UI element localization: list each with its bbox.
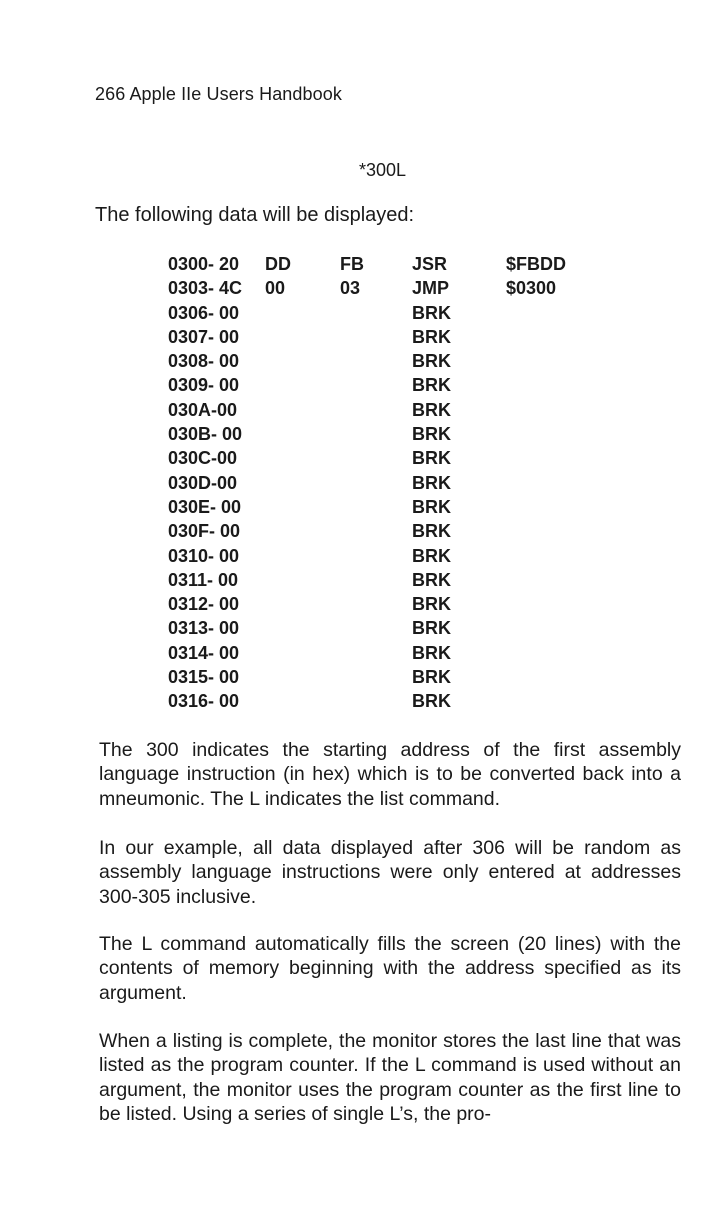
- running-head: 266 Apple IIe Users Handbook: [95, 84, 342, 104]
- listing-address: 0313- 00: [168, 618, 240, 639]
- listing-opcode: JMP: [412, 278, 450, 299]
- listing-address: 0314- 00: [168, 642, 240, 663]
- listing-opcode: BRK: [412, 326, 451, 347]
- listing-opcode: BRK: [412, 691, 451, 712]
- listing-opcode: BRK: [412, 594, 451, 615]
- listing-row: [168, 570, 628, 594]
- listing-opcode: JSR: [412, 254, 448, 274]
- listing-address: 030E- 00: [168, 496, 242, 517]
- listing-row: [168, 448, 628, 472]
- listing-address: 030D-00: [168, 472, 238, 493]
- listing-row: [168, 303, 628, 327]
- listing-address: 0316- 00: [168, 691, 240, 712]
- listing-row: [168, 351, 628, 375]
- listing-address: 030F- 00: [168, 521, 241, 542]
- listing-row: [168, 327, 628, 351]
- listing-byte-2: 00: [265, 278, 286, 299]
- listing-operand: $0300: [506, 278, 557, 299]
- listing-address: 030B- 00: [168, 424, 243, 445]
- disassembly-listing: [168, 254, 628, 716]
- listing-row: [168, 691, 628, 715]
- paragraph-3: The L command automatically fills the screen (20 lines) with the contents of memory beginning with the address specified as its argument.: [99, 933, 681, 1004]
- listing-address: 0308- 00: [168, 351, 240, 372]
- listing-opcode: BRK: [412, 351, 451, 372]
- listing-opcode: BRK: [412, 642, 451, 663]
- listing-opcode: BRK: [412, 569, 451, 590]
- listing-address: 0310- 00: [168, 545, 240, 566]
- listing-opcode: BRK: [412, 399, 451, 420]
- intro-line: The following data will be displayed:: [95, 204, 415, 226]
- listing-address: 030A-00: [168, 399, 238, 420]
- listing-row: [168, 473, 628, 497]
- listing-opcode: BRK: [412, 448, 451, 469]
- listing-operand: $FBDD: [506, 254, 567, 274]
- listing-address: 0303- 4C: [168, 278, 243, 299]
- listing-opcode: BRK: [412, 375, 451, 396]
- listing-opcode: BRK: [412, 545, 451, 566]
- listing-opcode: BRK: [412, 618, 451, 639]
- listing-row: [168, 618, 628, 642]
- listing-byte-3: 03: [340, 278, 361, 299]
- listing-row: [168, 497, 628, 521]
- listing-opcode: BRK: [412, 496, 451, 517]
- listing-row: [168, 521, 628, 545]
- listing-row: [168, 278, 628, 302]
- listing-opcode: BRK: [412, 472, 451, 493]
- listing-row: [168, 643, 628, 667]
- listing-row: [168, 375, 628, 399]
- listing-address: 0300- 20: [168, 254, 240, 274]
- listing-row: [168, 546, 628, 570]
- listing-address: 0306- 00: [168, 302, 240, 323]
- paragraph-1: The 300 indicates the starting address of the first assembly language instruction (in hex) which is to be converted back into a mneumonic. The L indicates the list command.: [99, 739, 681, 810]
- listing-address: 0315- 00: [168, 667, 240, 688]
- paragraph-2: In our example, all data displayed after 306 will be random as assembly language instructions were only entered at addresses 300-305 inclusive.: [99, 837, 681, 908]
- listing-opcode: BRK: [412, 521, 451, 542]
- listing-byte-3: FB: [340, 254, 364, 274]
- listing-row: [168, 594, 628, 618]
- listing-opcode: BRK: [412, 667, 451, 688]
- listing-address: 0309- 00: [168, 375, 240, 396]
- listing-address: 0311- 00: [168, 569, 239, 590]
- listing-address: 0307- 00: [168, 326, 240, 347]
- listing-row: [168, 254, 628, 278]
- listing-row: [168, 424, 628, 448]
- listing-row: [168, 400, 628, 424]
- listing-opcode: BRK: [412, 302, 451, 323]
- paragraph-4: When a listing is complete, the monitor stores the last line that was listed as the program counter. If the L command is used without an argument, the monitor uses the program counter as the first line to be listed. Using a series of single L’s, the pro-: [99, 1030, 681, 1126]
- listing-opcode: BRK: [412, 424, 451, 445]
- listing-row: [168, 667, 628, 691]
- listing-byte-2: DD: [265, 254, 291, 274]
- listing-address: 0312- 00: [168, 594, 240, 615]
- listing-address: 030C-00: [168, 448, 238, 469]
- monitor-command: *300L: [359, 160, 407, 180]
